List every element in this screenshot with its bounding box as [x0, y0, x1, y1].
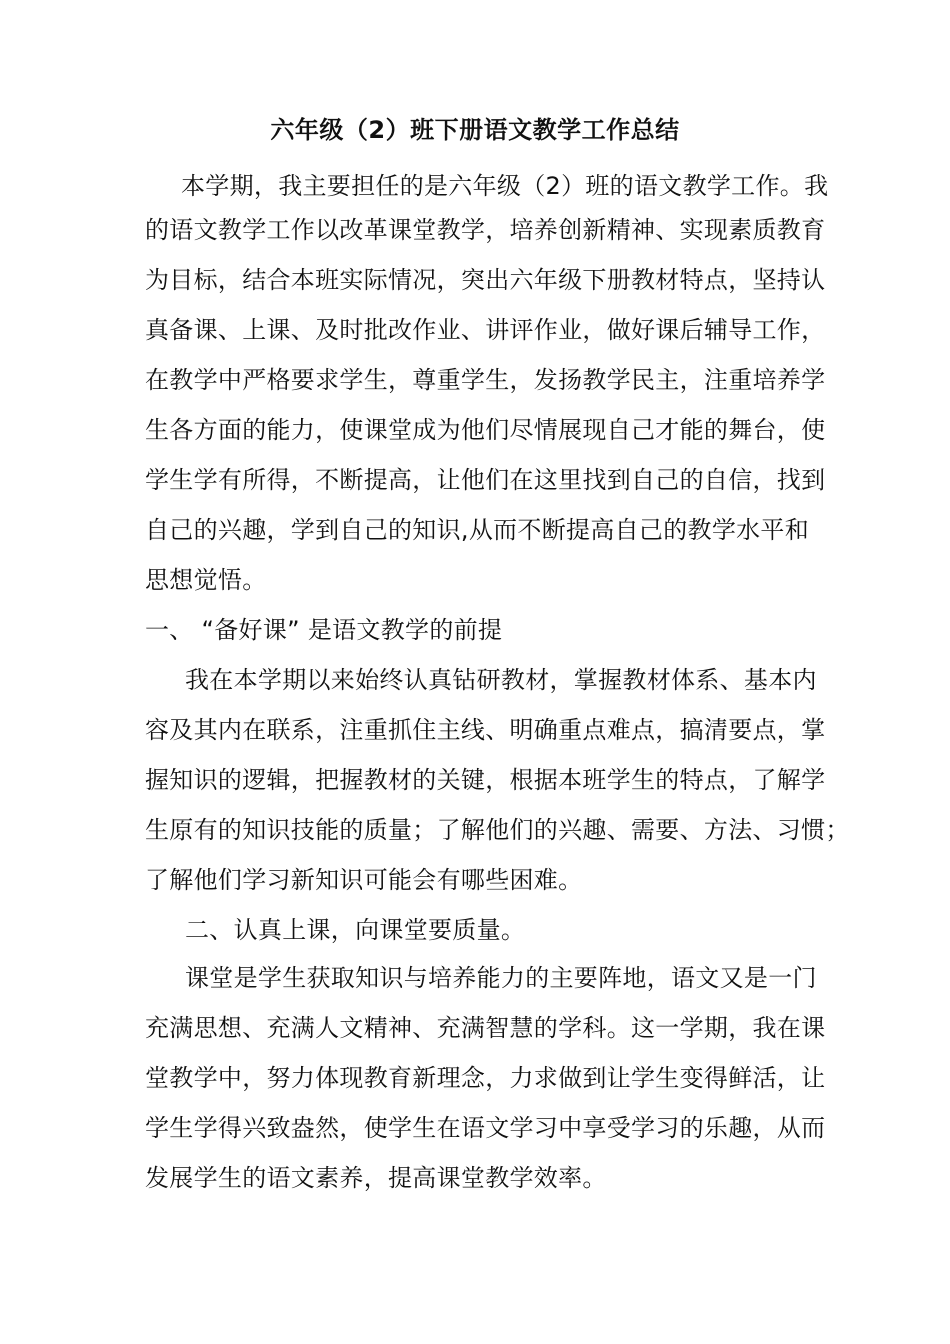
- document-title: 六年级（2）班下册语文教学工作总结: [270, 116, 680, 144]
- paragraph-line: 学生学得兴致盎然，使学生在语文学习中享受学习的乐趣，从而: [145, 1114, 826, 1142]
- paragraph-line: 生原有的知识技能的质量；了解他们的兴趣、需要、方法、习惯；: [145, 816, 850, 844]
- paragraph-line: 了解他们学习新知识可能会有哪些困难。: [145, 866, 583, 894]
- paragraph-line: 握知识的逻辑，把握教材的关键，根据本班学生的特点，了解学: [145, 766, 826, 794]
- paragraph-line: 生各方面的能力，使课堂成为他们尽情展现自己才能的舞台，使: [145, 416, 826, 444]
- paragraph-line: 自己的兴趣，学到自己的知识,从而不断提高自己的教学水平和: [145, 516, 810, 544]
- paragraph-line: 学生学有所得，不断提高，让他们在这里找到自己的自信，找到: [145, 466, 826, 494]
- paragraph-line: 发展学生的语文素养，提高课堂教学效率。: [145, 1164, 607, 1192]
- section-heading: 二、认真上课，向课堂要质量。: [185, 916, 526, 944]
- paragraph-line: 本学期，我主要担任的是六年级（2）班的语文教学工作。我: [181, 172, 829, 200]
- paragraph-line: 思想觉悟。: [145, 566, 267, 594]
- paragraph-line: 充满思想、充满人文精神、充满智慧的学科。这一学期，我在课: [145, 1014, 826, 1042]
- paragraph-line: 容及其内在联系，注重抓住主线、明确重点难点，搞清要点，掌: [145, 716, 826, 744]
- paragraph-line: 我在本学期以来始终认真钻研教材，掌握教材体系、基本内: [185, 666, 817, 694]
- paragraph-line: 课堂是学生获取知识与培养能力的主要阵地，语文又是一门: [185, 964, 817, 992]
- section-heading: 一、 “备好课” 是语文教学的前提: [145, 616, 503, 644]
- paragraph-line: 堂教学中，努力体现教育新理念，力求做到让学生变得鲜活，让: [145, 1064, 826, 1092]
- paragraph-line: 的语文教学工作以改革课堂教学，培养创新精神、实现素质教育: [145, 216, 826, 244]
- paragraph-line: 真备课、上课、及时批改作业、讲评作业，做好课后辅导工作，: [145, 316, 826, 344]
- paragraph-line: 为目标，结合本班实际情况，突出六年级下册教材特点，坚持认: [145, 266, 826, 294]
- paragraph-line: 在教学中严格要求学生，尊重学生，发扬教学民主，注重培养学: [145, 366, 826, 394]
